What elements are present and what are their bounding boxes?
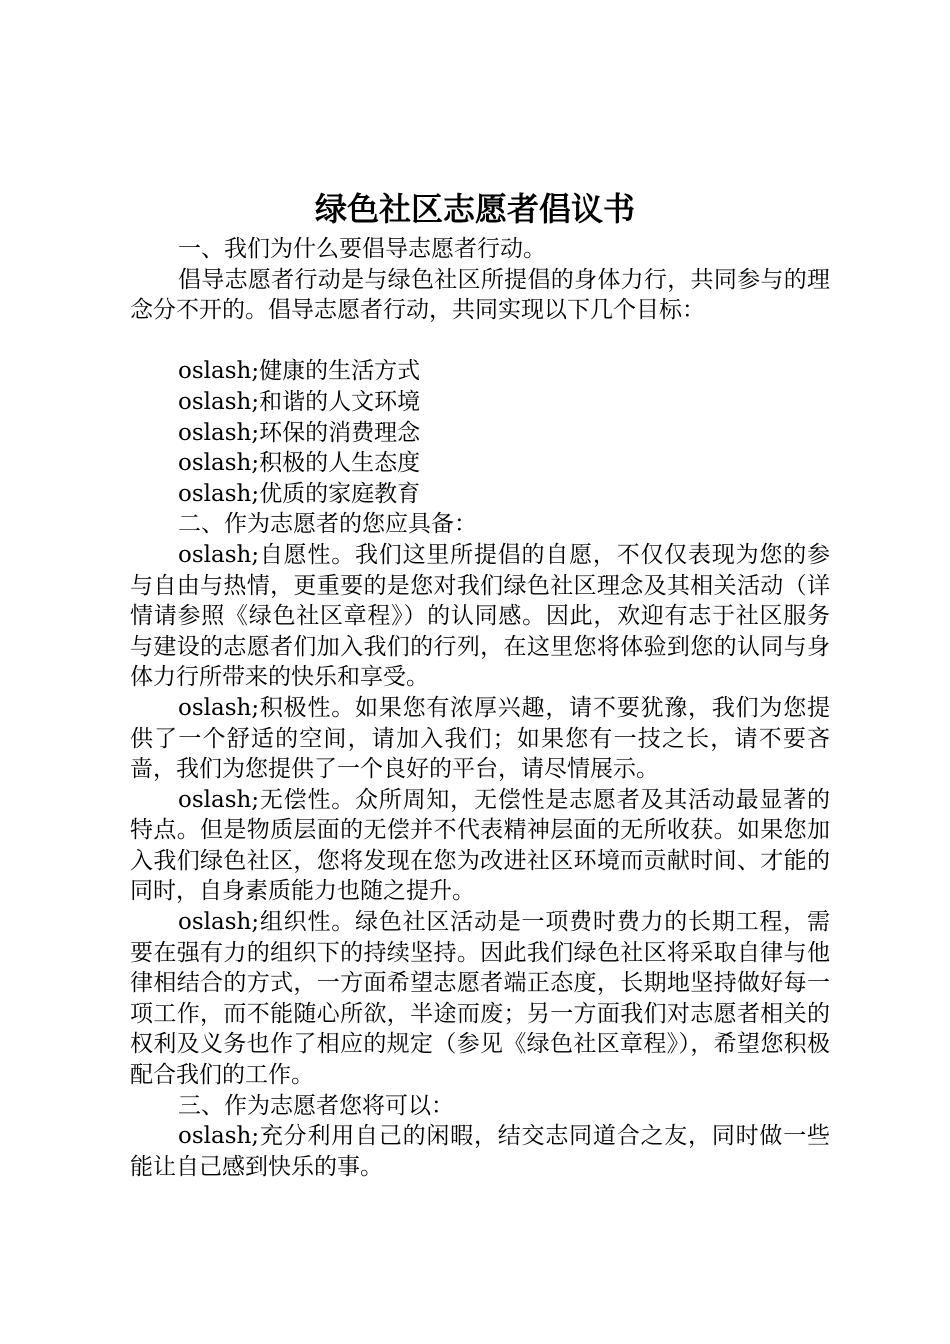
document-title: 绿色社区志愿者倡议书 xyxy=(314,190,635,228)
goal-item: oslash;环保的消费理念 xyxy=(178,419,421,446)
quality-paragraph: oslash;自愿性。我们这里所提倡的自愿，不仅仅表现为您的参与自由与热情，更重要的是您对我们绿色社区理念及其相关活动（详情请参照《绿色社区章程》）的认同感。因此，欢迎有志于社区服务与建设的志愿者们加入我们的行列，在这里您将体验到您的认同与身体力行所带来的快乐和享受。 xyxy=(130,541,830,691)
quality-paragraph: oslash;组织性。绿色社区活动是一项费时费力的长期工程，需要在强有力的组织下的持续坚持。因此我们绿色社区将采取自律与他律相结合的方式，一方面希望志愿者端正态度，长期地坚持做好每一项工作，而不能随心所欲，半途而废；另一方面我们对志愿者相关的权利及义务也作了相应的规定（参见《绿色社区章程》），希望您积极配合我们的工作。 xyxy=(130,909,830,1089)
quality-paragraph: oslash;积极性。如果您有浓厚兴趣，请不要犹豫，我们为您提供了一个舒适的空间，请加入我们；如果您有一技之长，请不要吝啬，我们为您提供了一个良好的平台，请尽情展示。 xyxy=(130,694,830,783)
quality-paragraph: oslash;无偿性。众所周知，无偿性是志愿者及其活动最显著的特点。但是物质层面的无偿并不代表精神层面的无所收获。如果您加入我们绿色社区，您将发现在您为改进社区环境而贡献时间、才能的同时，自身素质能力也随之提升。 xyxy=(130,786,830,905)
document-body xyxy=(130,234,830,1182)
goal-item: oslash;健康的生活方式 xyxy=(178,358,421,385)
intro-paragraph: 倡导志愿者行动是与绿色社区所提倡的身体力行，共同参与的理念分不开的。倡导志愿者行动，共同实现以下几个目标： xyxy=(130,266,830,324)
goal-item: oslash;积极的人生态度 xyxy=(178,450,421,477)
goal-item: oslash;优质的家庭教育 xyxy=(178,480,421,507)
goal-item: oslash;和谐的人文环境 xyxy=(178,388,421,415)
blank-line xyxy=(130,326,830,357)
benefit-paragraph: oslash;充分利用自己的闲暇，结交志同道合之友，同时做一些能让自己感到快乐的事。 xyxy=(130,1123,830,1180)
section-heading-2: 二、作为志愿者的您应具备： xyxy=(178,511,477,538)
section-heading-1: 一、我们为什么要倡导志愿者行动。 xyxy=(178,236,546,262)
section-heading-3: 三、作为志愿者您将可以： xyxy=(178,1092,454,1119)
